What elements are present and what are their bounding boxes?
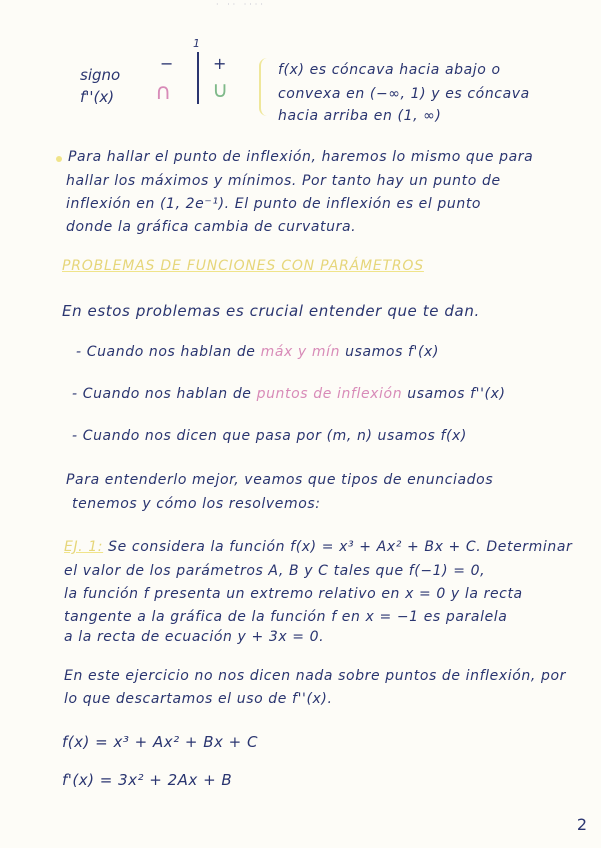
exercise-line-2: el valor de los parámetros A, B y C tales que f(−1) = 0, xyxy=(64,563,486,579)
bullet-dot-icon xyxy=(56,156,62,162)
concave-up-icon: ∪ xyxy=(212,78,229,103)
exercise-line1-rest: Se considera la función f(x) = x³ + Ax² + Bx + C. Determinar xyxy=(103,539,573,555)
entender-line-1: Para entenderlo mejor, veamos que tipos de enunciados xyxy=(66,472,494,488)
sign-label-line2: f''(x) xyxy=(80,88,115,106)
sign-note-3: hacia arriba en (1, ∞) xyxy=(278,108,442,124)
concave-down-icon: ∩ xyxy=(155,80,172,105)
bullet-maxmin-post: usamos f'(x) xyxy=(340,344,440,360)
formula-f: f(x) = x³ + Ax² + Bx + C xyxy=(62,733,258,751)
sign-divider xyxy=(197,52,199,104)
exercise-label: EJ. 1: xyxy=(64,539,104,555)
bullet-inflexion xyxy=(72,386,506,402)
note-line-1: En este ejercicio no nos dicen nada sobre puntos de inflexión, por xyxy=(64,668,567,684)
page-number: 2 xyxy=(576,815,587,834)
bullet-maxmin-pre: - Cuando nos hablan de xyxy=(76,344,261,360)
sign-label-line1: signo xyxy=(80,66,121,84)
inflexion-line-3: inflexión en (1, 2e⁻¹). El punto de inflexión es el punto xyxy=(66,196,482,212)
bullet-inflexion-pre: - Cuando nos hablan de xyxy=(72,386,257,402)
sign-note-2: convexa en (−∞, 1) y es cóncava xyxy=(278,86,530,102)
brace-icon xyxy=(259,58,271,116)
sign-note-1: f(x) es cóncava hacia abajo o xyxy=(278,62,501,78)
exercise-line-4: tangente a la gráfica de la función f en x = −1 es paralela xyxy=(64,609,508,625)
bullet-pasa-pre: - Cuando nos dicen que pasa por (m, n) usamos f(x) xyxy=(72,428,467,444)
bullet-inflexion-highlight: puntos de inflexión xyxy=(256,386,403,402)
inflexion-line-1: Para hallar el punto de inflexión, haremos lo mismo que para xyxy=(68,149,534,165)
sign-minus: − xyxy=(160,54,174,73)
intro-text: En estos problemas es crucial entender que te dan. xyxy=(62,302,480,320)
exercise-line-1 xyxy=(64,539,572,555)
bullet-pasa xyxy=(72,428,467,444)
section-title: PROBLEMAS DE FUNCIONES CON PARÁMETROS xyxy=(62,258,424,274)
sign-boundary: 1 xyxy=(193,37,200,50)
bullet-maxmin-highlight: máx y mín xyxy=(260,344,341,360)
exercise-line-3: la función f presenta un extremo relativo en x = 0 y la recta xyxy=(64,586,523,602)
sign-label xyxy=(80,64,120,108)
exercise-line-5: a la recta de ecuación y + 3x = 0. xyxy=(64,629,325,645)
bullet-maxmin xyxy=(76,344,439,360)
header-fragment: · ·· ···· xyxy=(216,0,266,9)
note-line-2: lo que descartamos el uso de f''(x). xyxy=(64,691,333,707)
inflexion-line-4: donde la gráfica cambia de curvatura. xyxy=(66,219,357,235)
sign-plus: + xyxy=(213,54,227,73)
formula-f-prime: f'(x) = 3x² + 2Ax + B xyxy=(62,771,233,789)
bullet-inflexion-post: usamos f''(x) xyxy=(402,386,506,402)
inflexion-line-2: hallar los máximos y mínimos. Por tanto hay un punto de xyxy=(66,173,501,189)
entender-line-2: tenemos y cómo los resolvemos: xyxy=(72,496,321,512)
